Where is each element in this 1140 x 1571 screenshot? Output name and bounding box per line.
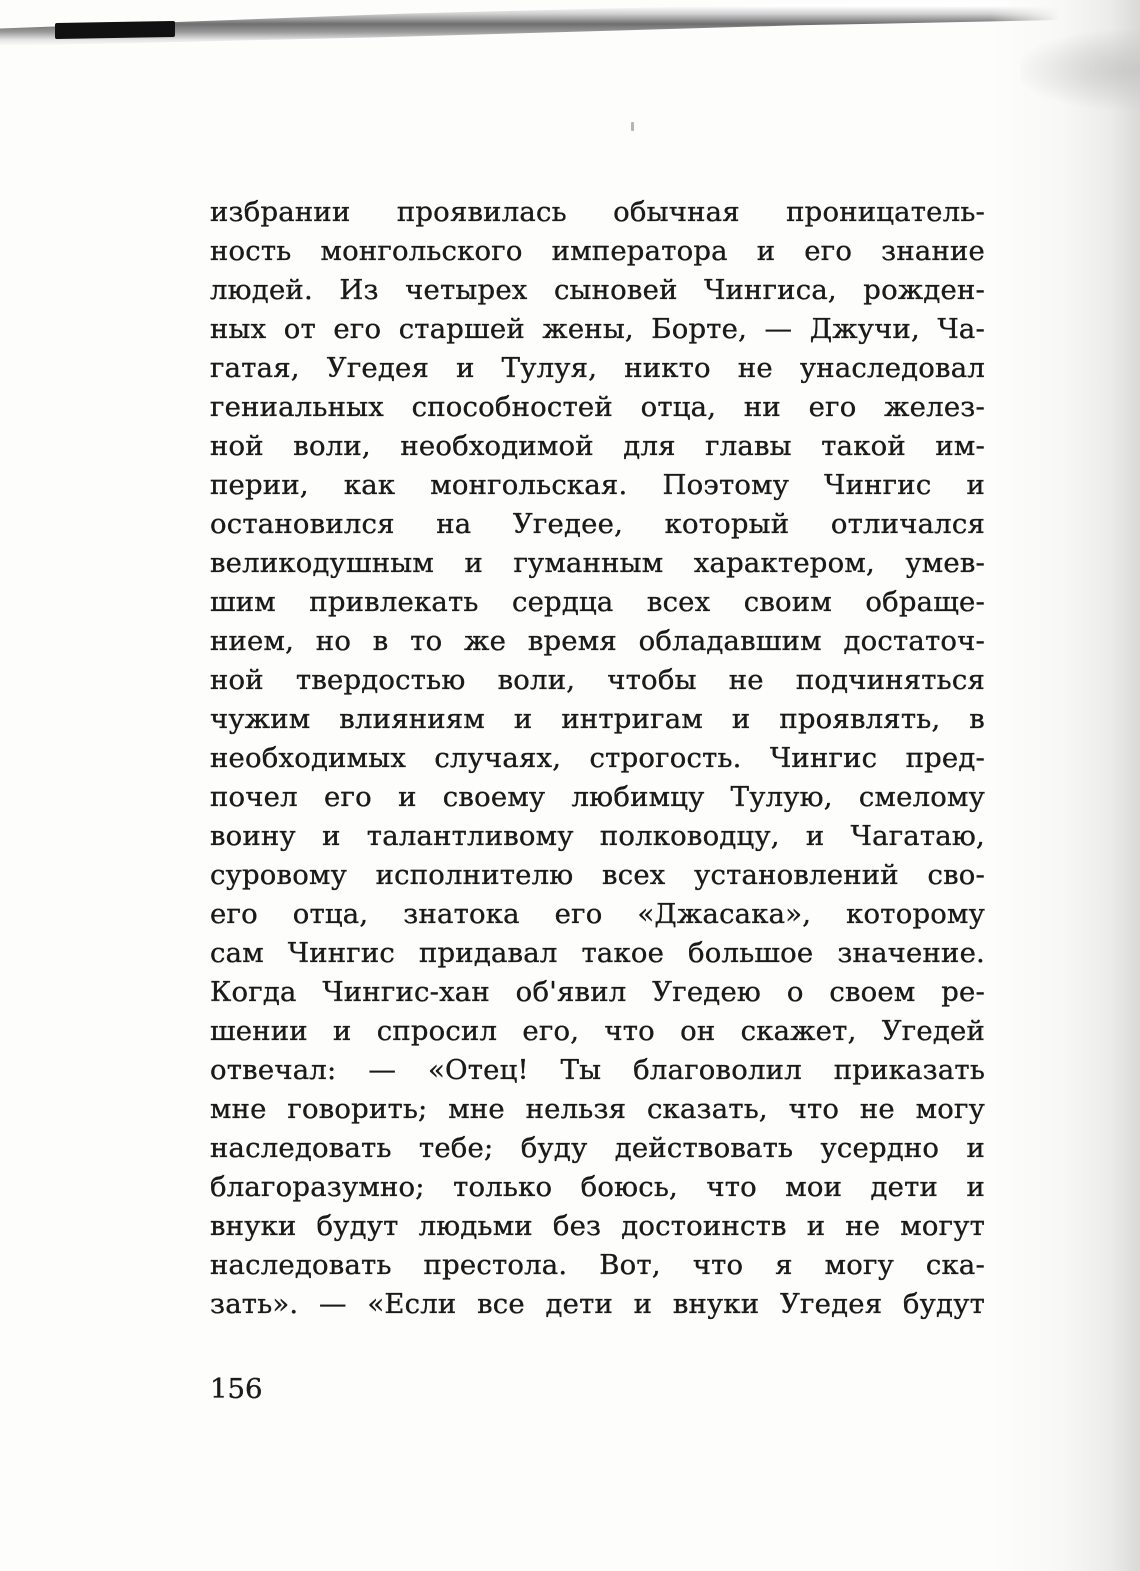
text-line: чужим влияниям и интригам и проявлять, в — [210, 703, 985, 735]
text-line: ной твердостью воли, чтобы не подчиняться — [210, 664, 985, 696]
text-line: людей. Из четырех сыновей Чингиса, рожден- — [210, 274, 985, 306]
text-line: шении и спросил его, что он скажет, Угедей — [210, 1015, 985, 1047]
text-line: внуки будут людьми без достоинств и не могут — [210, 1210, 985, 1242]
text-line: воину и талантливому полководцу, и Чагатаю, — [210, 820, 985, 852]
text-line: мне говорить; мне нельзя сказать, что не могу — [210, 1093, 985, 1125]
text-line: отвечал: — «Отец! Ты благоволил приказать — [210, 1054, 985, 1086]
text-line: суровому исполнителю всех установлений сво- — [210, 859, 985, 891]
text-line: наследовать тебе; буду действовать усердно и — [210, 1132, 985, 1164]
text-line: гениальных способностей отца, ни его желез- — [210, 391, 985, 423]
text-line: ных от его старшей жены, Борте, — Джучи, Ча- — [210, 313, 985, 345]
text-line: нием, но в то же время обладавшим достаточ- — [210, 625, 985, 657]
text-line: великодушным и гуманным характером, умев- — [210, 547, 985, 579]
text-line: необходимых случаях, строгость. Чингис пред- — [210, 742, 985, 774]
body-text — [210, 193, 985, 1324]
scan-right-edge-spot — [1020, 30, 1140, 110]
text-line: зать». — «Если все дети и внуки Угедея будут — [210, 1288, 985, 1320]
scan-speck — [631, 122, 634, 131]
text-line: почел его и своему любимцу Тулую, смелому — [210, 781, 985, 813]
text-line: сам Чингис придавал такое большое значение. — [210, 937, 985, 969]
text-line: остановился на Угедее, который отличался — [210, 508, 985, 540]
text-line: избрании проявилась обычная проницатель- — [210, 196, 985, 228]
page-number: 156 — [210, 1373, 263, 1405]
scan-right-edge-shadow — [990, 0, 1140, 1571]
text-line: ной воли, необходимой для главы такой им- — [210, 430, 985, 462]
text-line: шим привлекать сердца всех своим обраще- — [210, 586, 985, 618]
text-line: благоразумно; только боюсь, что мои дети и — [210, 1171, 985, 1203]
text-line: гатая, Угедея и Тулуя, никто не унаследовал — [210, 352, 985, 384]
text-line: его отца, знатока его «Джасака», которому — [210, 898, 985, 930]
text-line: наследовать престола. Вот, что я могу ска- — [210, 1249, 985, 1281]
text-line: перии, как монгольская. Поэтому Чингис и — [210, 469, 985, 501]
scan-binding-mark — [55, 21, 175, 39]
text-line: ность монгольского императора и его знание — [210, 235, 985, 267]
text-line: Когда Чингис-хан об'явил Угедею о своем ре- — [210, 976, 985, 1008]
